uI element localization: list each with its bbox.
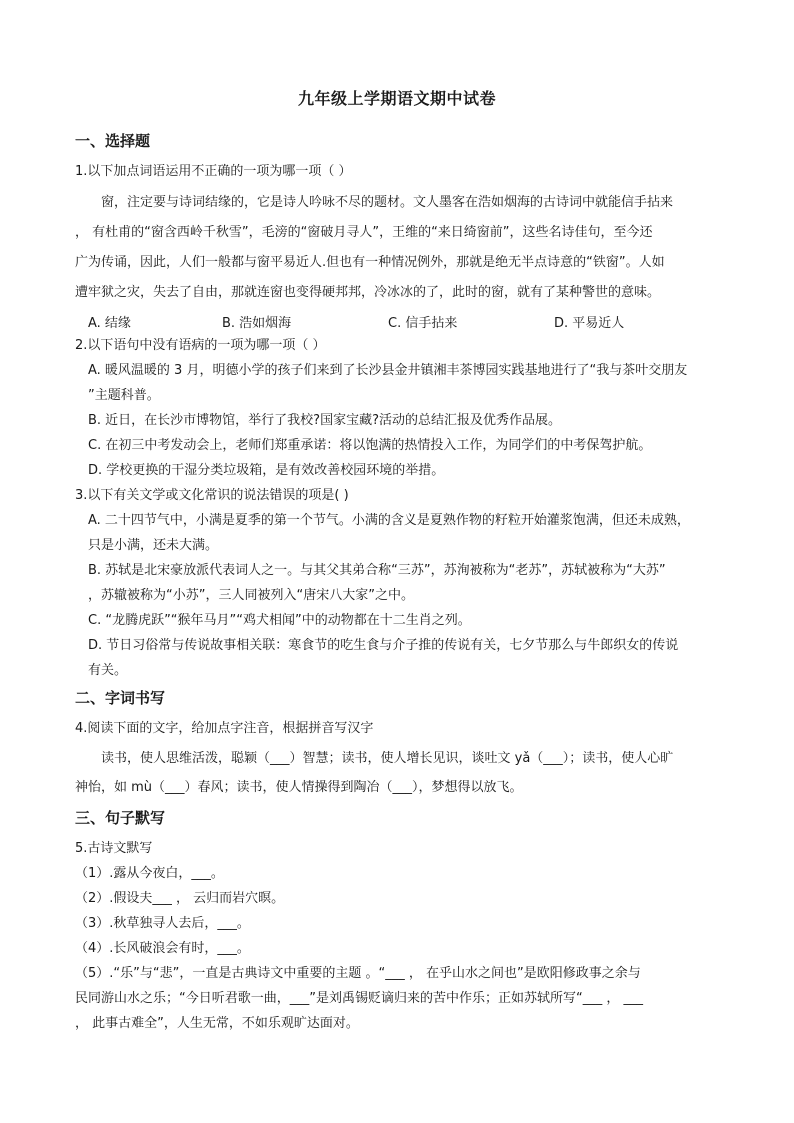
q2-option-b[interactable]: B. 近日，在长沙市博物馆，举行了我校?国家宝藏?活动的总结汇报及优秀作品展。 (88, 413, 561, 428)
section-heading-choice: 一、选择题 (75, 132, 151, 150)
q2-stem: 2.以下语句中没有语病的一项为哪一项（ ） (75, 338, 326, 353)
q1-option-d[interactable]: D. 平易近人 (554, 316, 625, 331)
q3-option-a[interactable]: A. 二十四节气中，小满是夏季的第一个节气。小满的含义是夏熟作物的籽粒开始灌浆饱满，但还未成熟， (88, 513, 690, 528)
q3-option-a-cont: 只是小满，还未大满。 (88, 538, 219, 553)
section-heading-writing: 二、字词书写 (75, 689, 166, 707)
q1-options (0, 312, 794, 330)
q3-option-d[interactable]: D. 节日习俗常与传说故事相关联：寒食节的吃生食与介子推的传说有关，七夕节那么与牛郎织女的传说 (88, 638, 679, 653)
q1-passage-line: 窗，注定要与诗词结缘的，它是诗人吟咏不尽的题材。文人墨客在浩如烟海的古诗词中就能信手拈来 (101, 195, 674, 210)
q4-passage-line: 神怡，如 mù（___）春风；读书，使人情操得到陶冶（___），梦想得以放飞。 (75, 780, 523, 795)
q3-stem: 3.以下有关文学或文化常识的说法错误的项是( ) (75, 488, 349, 503)
q5-item-1[interactable]: （1）.露从今夜白，___。 (75, 866, 224, 881)
q1-option-a[interactable]: A. 结缘 (88, 316, 131, 331)
page-title: 九年级上学期语文期中试卷 (297, 89, 496, 108)
section-heading-recitation: 三、句子默写 (75, 809, 166, 827)
q5-item-5-cont[interactable]: 民同游山水之乐；“今日听君歌一曲，___”是刘禹锡贬谪归来的苦中作乐；正如苏轼所写“___ ， ___ (75, 991, 643, 1006)
q1-option-c[interactable]: C. 信手拈来 (388, 316, 458, 331)
q5-item-2[interactable]: （2）.假设夫___ ， 云归而岩穴暝。 (75, 891, 285, 906)
q3-option-c[interactable]: C. “龙腾虎跃”“猴年马月”“鸡犬相闻”中的动物都在十二生肖之列。 (88, 613, 471, 628)
q2-option-c[interactable]: C. 在初三中考发动会上，老师们郑重承诺：将以饱满的热情投入工作，为同学们的中考保驾护航。 (88, 438, 652, 453)
q5-item-4[interactable]: （4）.长风破浪会有时，___。 (75, 941, 250, 956)
q2-option-a-cont: ”主题科普。 (88, 388, 160, 403)
q3-option-b-cont: ，苏辙被称为“小苏”，三人同被列入“唐宋八大家”之中。 (88, 588, 414, 603)
q3-option-b[interactable]: B. 苏轼是北宋豪放派代表词人之一。与其父其弟合称“三苏”，苏洵被称为“老苏”，苏轼被称为“大苏” (88, 563, 666, 578)
q3-option-d-cont: 有关。 (88, 663, 128, 678)
q2-option-d[interactable]: D. 学校更换的干湿分类垃圾箱，是有效改善校园环境的举措。 (88, 463, 445, 478)
q1-stem: 1.以下加点词语运用不正确的一项为哪一项（ ） (75, 164, 352, 179)
q5-item-5-cont: ， 此事古难全”，人生无常，不如乐观旷达面对。 (75, 1016, 359, 1031)
q1-passage-line: 广为传诵，因此，人们一般都与窗平易近人.但也有一种情况例外，那就是绝无半点诗意的“铁窗”。人如 (75, 255, 665, 270)
q5-stem: 5.古诗文默写 (75, 841, 153, 856)
q5-item-5[interactable]: （5）.“乐”与“悲”，一直是古典诗文中重要的主题 。“___ ， 在乎山水之间也”是欧阳修政事之余与 (75, 966, 641, 981)
q1-passage-line: 遭牢狱之灾，失去了自由，那就连窗也变得硬邦邦，冷冰冰的了，此时的窗，就有了某种警世的意味。 (75, 285, 661, 300)
q1-option-b[interactable]: B. 浩如烟海 (222, 316, 292, 331)
q5-item-3[interactable]: （3）.秋草独寻人去后，___。 (75, 916, 250, 931)
q4-stem: 4.阅读下面的文字，给加点字注音，根据拼音写汉字 (75, 721, 374, 736)
q4-passage-line: 读书，使人思维活泼，聪颖（___）智慧；读书，使人增长见识，谈吐文 yǎ（___）；读书，使人心旷 (101, 751, 674, 766)
q2-option-a[interactable]: A. 暖风温暖的 3 月，明德小学的孩子们来到了长沙县金井镇湘丰茶博园实践基地进行了“我与茶叶交朋友 (88, 363, 688, 378)
q1-passage-line: ， 有杜甫的“窗含西岭千秋雪”，毛滂的“窗破月寻人”，王维的“来日绮窗前”，这些名诗佳句，至今还 (75, 225, 653, 240)
